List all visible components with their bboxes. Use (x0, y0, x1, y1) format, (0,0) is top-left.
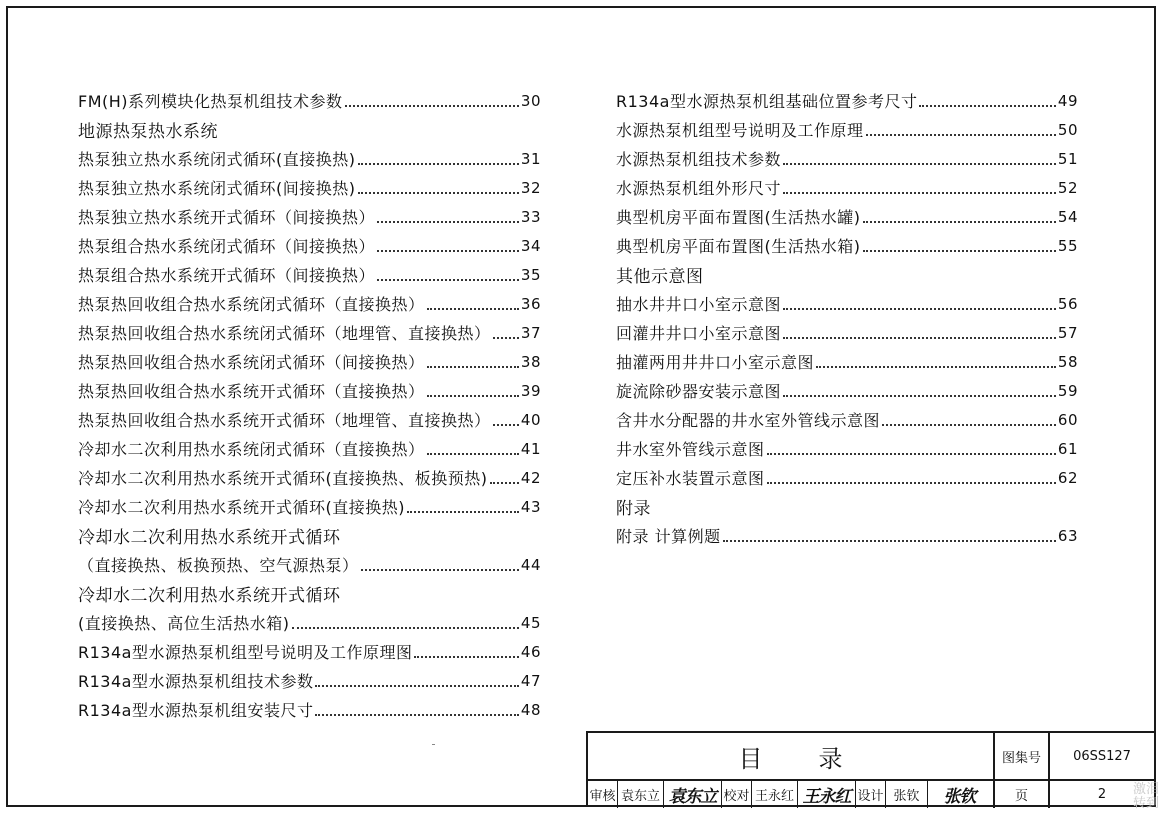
toc-entry-page: 54 (1057, 207, 1078, 226)
toc-entry (616, 231, 1078, 260)
toc-leader-dots (783, 337, 1056, 339)
toc-entry (78, 637, 541, 666)
toc-entry-title: 热泵独立热水系统闭式循环(直接换热) (78, 150, 356, 169)
toc-entry-title: 冷却水二次利用热水系统开式循环 (78, 528, 341, 548)
design-label: 设计 (856, 781, 886, 808)
toc-entry-page: 60 (1057, 410, 1078, 429)
toc-entry (78, 347, 541, 376)
check-name: 王永红 (752, 781, 798, 808)
toc-leader-dots (816, 366, 1056, 368)
toc-leader-dots (493, 424, 519, 426)
toc-entry (78, 579, 541, 608)
toc-entry (616, 289, 1078, 318)
page-label: 页 (995, 781, 1050, 808)
toc-leader-dots (427, 395, 519, 397)
page-number: 2 (1097, 787, 1107, 802)
toc-entry-title: 冷却水二次利用热水系统开式循环(直接换热、板换预热) (78, 469, 488, 488)
toc-entry-page: 62 (1057, 468, 1078, 487)
toc-entry (78, 666, 541, 695)
toc-entry-page: 31 (520, 149, 541, 168)
toc-leader-dots (361, 569, 519, 571)
toc-leader-dots (783, 308, 1056, 310)
toc-entry-title: 含井水分配器的井水室外管线示意图 (616, 411, 881, 430)
toc-entry-page: 43 (520, 497, 541, 516)
toc-entry (616, 318, 1078, 347)
toc-entry (78, 695, 541, 724)
toc-leader-dots (767, 453, 1056, 455)
toc-entry (78, 376, 541, 405)
toc-entry-title: 热泵组合热水系统开式循环（间接换热） (78, 266, 376, 285)
toc-entry-title: R134a型水源热泵机组基础位置参考尺寸 (616, 92, 918, 111)
toc-right-column (616, 86, 1078, 550)
toc-leader-dots (407, 511, 519, 513)
toc-leader-dots (427, 453, 519, 455)
toc-leader-dots (783, 192, 1056, 194)
toc-entry-page: 35 (520, 265, 541, 284)
toc-entry-page: 51 (1057, 149, 1078, 168)
review-signature: 袁东立 (664, 781, 722, 808)
toc-entry-title: 冷却水二次利用热水系统开式循环(直接换热) (78, 498, 405, 517)
scan-speck (432, 744, 435, 745)
toc-entry (78, 550, 541, 579)
toc-entry-page: 30 (520, 91, 541, 110)
toc-entry-title: 抽灌两用井井口小室示意图 (616, 353, 815, 372)
toc-leader-dots (490, 482, 519, 484)
toc-leader-dots (377, 250, 519, 252)
check-signature: 王永红 (798, 781, 856, 808)
design-name: 张钦 (886, 781, 928, 808)
toc-entry (78, 115, 541, 144)
toc-entry (616, 434, 1078, 463)
toc-entry (78, 492, 541, 521)
toc-entry (616, 521, 1078, 550)
check-label: 校对 (722, 781, 752, 808)
toc-entry-title: R134a型水源热泵机组安装尺寸 (78, 701, 314, 720)
toc-entry-title: 热泵热回收组合热水系统闭式循环（地埋管、直接换热） (78, 324, 491, 343)
atlas-number-value: 06SS127 (1050, 733, 1154, 781)
toc-entry (78, 434, 541, 463)
toc-entry-title: 热泵热回收组合热水系统开式循环（直接换热） (78, 382, 425, 401)
toc-leader-dots (783, 395, 1056, 397)
toc-entry (78, 405, 541, 434)
toc-entry-title: （直接换热、板换预热、空气源热泵） (78, 556, 359, 575)
toc-entry-title: R134a型水源热泵机组技术参数 (78, 672, 314, 691)
toc-entry (616, 376, 1078, 405)
toc-entry (78, 202, 541, 231)
toc-entry (616, 115, 1078, 144)
toc-leader-dots (866, 134, 1056, 136)
toc-entry (616, 86, 1078, 115)
review-name: 袁东立 (618, 781, 664, 808)
toc-entry-page: 48 (520, 700, 541, 719)
toc-entry-page: 59 (1057, 381, 1078, 400)
toc-entry-page: 42 (520, 468, 541, 487)
toc-leader-dots (414, 656, 518, 658)
toc-entry-title: 地源热泵热水系统 (78, 122, 218, 142)
toc-entry-page: 36 (520, 294, 541, 313)
toc-entry-page: 41 (520, 439, 541, 458)
toc-entry-page: 55 (1057, 236, 1078, 255)
toc-entry-page: 33 (520, 207, 541, 226)
toc-entry-title: 附录 (616, 499, 651, 519)
toc-entry-title: 热泵热回收组合热水系统闭式循环（直接换热） (78, 295, 425, 314)
toc-entry (78, 260, 541, 289)
watermark (1133, 783, 1159, 811)
toc-entry (78, 173, 541, 202)
toc-entry-page: 63 (1057, 526, 1078, 545)
toc-entry (616, 144, 1078, 173)
toc-entry (78, 521, 541, 550)
toc-entry-title: 回灌井井口小室示意图 (616, 324, 782, 343)
toc-entry (616, 463, 1078, 492)
toc-entry-title: R134a型水源热泵机组型号说明及工作原理图 (78, 643, 413, 662)
toc-entry-page: 61 (1057, 439, 1078, 458)
toc-entry-page: 34 (520, 236, 541, 255)
toc-leader-dots (863, 250, 1056, 252)
toc-entry-page: 49 (1057, 91, 1078, 110)
toc-entry (616, 405, 1078, 434)
toc-entry (78, 86, 541, 115)
watermark-line-2: 转到 (1132, 796, 1159, 811)
toc-entry-title: 热泵组合热水系统闭式循环（间接换热） (78, 237, 376, 256)
toc-leader-dots (315, 685, 518, 687)
toc-entry-title: 定压补水装置示意图 (616, 469, 765, 488)
toc-entry-page: 40 (520, 410, 541, 429)
toc-entry-title: 热泵独立热水系统开式循环（间接换热） (78, 208, 376, 227)
toc-entry-page: 57 (1057, 323, 1078, 342)
toc-leader-dots (919, 105, 1055, 107)
toc-entry (78, 144, 541, 173)
toc-entry (78, 318, 541, 347)
toc-leader-dots (315, 714, 518, 716)
toc-entry (616, 347, 1078, 376)
toc-entry (616, 260, 1078, 289)
title-block (586, 731, 1154, 806)
toc-entry-page: 50 (1057, 120, 1078, 139)
toc-entry-title: 典型机房平面布置图(生活热水罐) (616, 208, 861, 227)
toc-entry-page: 47 (520, 671, 541, 690)
toc-entry-title: 附录 计算例题 (616, 527, 721, 546)
toc-entry (78, 289, 541, 318)
toc-entry-page: 44 (520, 555, 541, 574)
toc-leader-dots (783, 163, 1056, 165)
toc-entry (78, 608, 541, 637)
toc-entry-title: 热泵热回收组合热水系统开式循环（地埋管、直接换热） (78, 411, 491, 430)
toc-entry (616, 492, 1078, 521)
toc-entry-page: 56 (1057, 294, 1078, 313)
toc-entry-title: 冷却水二次利用热水系统闭式循环（直接换热） (78, 440, 425, 459)
toc-entry-page: 46 (520, 642, 541, 661)
toc-entry (78, 231, 541, 260)
signature-row (588, 781, 995, 808)
toc-entry-page: 52 (1057, 178, 1078, 197)
toc-leader-dots (358, 163, 519, 165)
toc-entry-title: 其他示意图 (616, 267, 704, 287)
toc-leader-dots (767, 482, 1056, 484)
toc-leader-dots (863, 221, 1056, 223)
toc-entry-title: 热泵独立热水系统闭式循环(间接换热) (78, 179, 356, 198)
toc-entry-title: 水源热泵机组技术参数 (616, 150, 782, 169)
watermark-line-1: 激泪 (1132, 782, 1159, 797)
atlas-number-label: 图集号 (995, 733, 1050, 781)
toc-entry-page: 38 (520, 352, 541, 371)
toc-entry-title: 冷却水二次利用热水系统开式循环 (78, 586, 341, 606)
toc-leader-dots (345, 105, 519, 107)
toc-left-column (78, 86, 541, 724)
toc-leader-dots (427, 308, 519, 310)
toc-entry-title: 热泵热回收组合热水系统闭式循环（间接换热） (78, 353, 425, 372)
toc-entry-page: 39 (520, 381, 541, 400)
toc-entry-title: 典型机房平面布置图(生活热水箱) (616, 237, 861, 256)
toc-entry-page: 45 (520, 613, 541, 632)
toc-entry (78, 463, 541, 492)
toc-entry-title: 抽水井井口小室示意图 (616, 295, 782, 314)
toc-entry-page: 58 (1057, 352, 1078, 371)
toc-entry-page: 37 (520, 323, 541, 342)
toc-leader-dots (377, 279, 519, 281)
toc-entry (616, 202, 1078, 231)
toc-leader-dots (493, 337, 519, 339)
review-label: 审核 (588, 781, 618, 808)
toc-entry-title: 旋流除砂器安装示意图 (616, 382, 782, 401)
toc-leader-dots (427, 366, 519, 368)
toc-entry-title: (直接换热、高位生活热水箱) (78, 614, 290, 633)
title-block-title: 目录 (588, 733, 995, 781)
toc-leader-dots (882, 424, 1056, 426)
toc-leader-dots (377, 221, 519, 223)
toc-leader-dots (358, 192, 519, 194)
toc-entry-page: 32 (520, 178, 541, 197)
design-signature: 张钦 (943, 787, 976, 807)
toc-entry (616, 173, 1078, 202)
toc-leader-dots (292, 627, 519, 629)
toc-entry-title: 井水室外管线示意图 (616, 440, 765, 459)
toc-entry-title: 水源热泵机组型号说明及工作原理 (616, 121, 864, 140)
toc-leader-dots (723, 540, 1056, 542)
toc-entry-title: FM(H)系列模块化热泵机组技术参数 (78, 92, 343, 111)
toc-entry-title: 水源热泵机组外形尺寸 (616, 179, 782, 198)
